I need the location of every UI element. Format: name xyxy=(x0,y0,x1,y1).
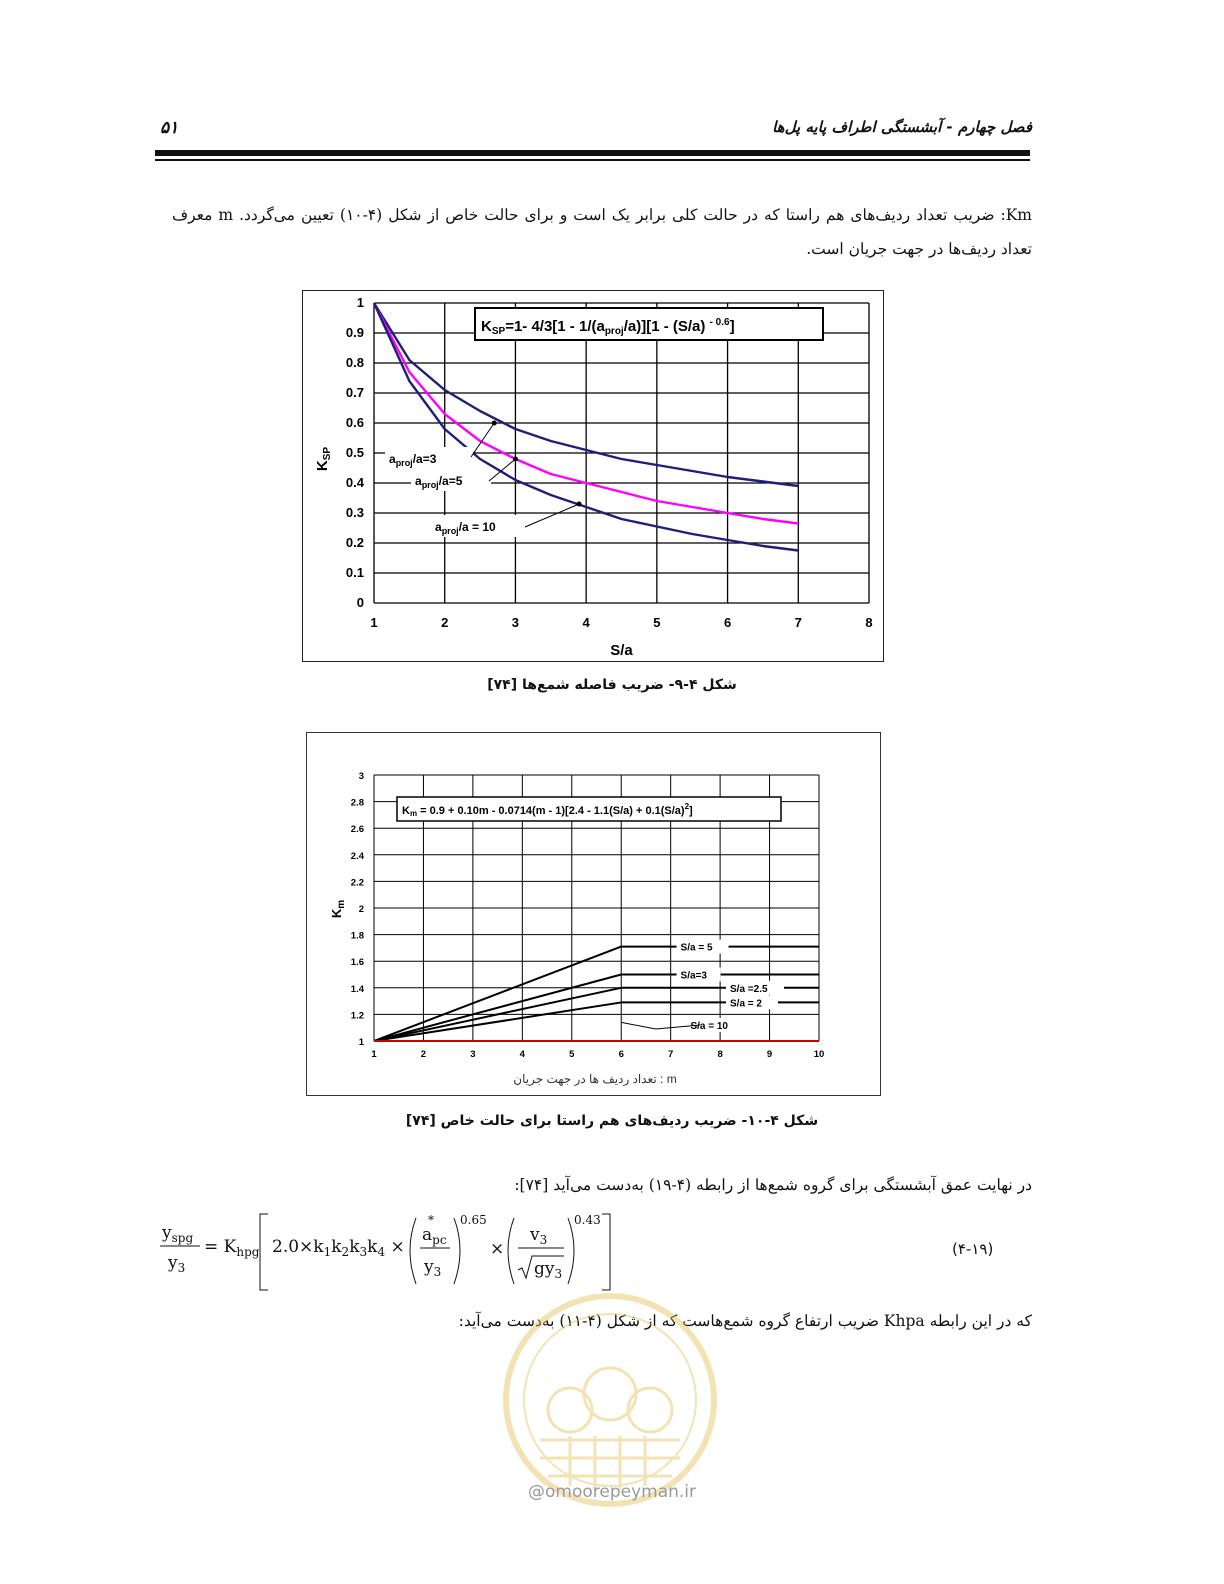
x-tick-label: 6 xyxy=(618,1049,624,1060)
label-arrowhead xyxy=(513,457,518,462)
series-label: S/a =2.5 xyxy=(730,983,768,995)
x-tick-label: 7 xyxy=(794,615,802,630)
x-tick-label: 1 xyxy=(370,615,378,630)
y-tick-label: 0.7 xyxy=(345,385,364,400)
series-label: S/a = 2 xyxy=(730,998,762,1010)
x-tick-label: 1 xyxy=(371,1049,377,1060)
series-label: S/a = 5 xyxy=(680,942,713,954)
y-tick-label: 1 xyxy=(356,295,364,310)
y-tick-label: 2.2 xyxy=(350,877,364,889)
y-tick-label: 0.1 xyxy=(345,565,364,580)
equation-number: (۴-۱۹) xyxy=(952,1240,994,1258)
figure1-caption: شکل ۴-۹- ضریب فاصله شمع‌ها [۷۴] xyxy=(487,677,737,693)
y-tick-label: 2 xyxy=(358,904,364,915)
label-arrowhead xyxy=(492,421,497,426)
x-tick-label: 8 xyxy=(717,1049,723,1060)
svg-text:0.43: 0.43 xyxy=(574,1213,601,1227)
label-leader xyxy=(471,423,494,457)
svg-text:*: * xyxy=(428,1213,434,1227)
y-tick-label: 1.4 xyxy=(350,983,364,995)
y-tick-label: 0.2 xyxy=(345,535,364,550)
y-tick-label: 2.6 xyxy=(350,824,364,836)
page-number: ۵۱ xyxy=(160,118,179,138)
x-tick-label: 3 xyxy=(470,1049,476,1060)
watermark-site: @omoorepeyman.ir xyxy=(527,1482,697,1502)
x-tick-label: 2 xyxy=(420,1049,427,1060)
y-tick-label: 3 xyxy=(358,771,364,782)
label-leader xyxy=(621,1022,656,1029)
x-tick-label: 4 xyxy=(519,1049,525,1060)
y-tick-label: 0 xyxy=(356,595,364,610)
x-tick-label: 4 xyxy=(582,615,590,630)
svg-text:y3: $y_3$ xyxy=(424,1257,442,1279)
ksp-chart xyxy=(303,291,883,661)
x-tick-label: 9 xyxy=(766,1049,773,1060)
series-label: $a_{proj}/a=5$ xyxy=(415,474,463,490)
header-rule-thin xyxy=(155,159,1030,161)
x-tick-label: 6 xyxy=(723,615,732,630)
header-rule xyxy=(155,150,1030,156)
x-tick-label: 8 xyxy=(865,615,873,630)
label-leader xyxy=(525,504,579,527)
paragraph-km: Km: ضریب تعداد ردیف‌های هم راستا که در حالت کلی برابر یک است و برای حالت خاص از شکل (۴-۱۰) تعیین می‌گردد. m معرف تعداد ردیف‌ها در جهت جریان است. xyxy=(172,206,1032,258)
svg-text:apc: $a_{pc}$ xyxy=(422,1225,447,1247)
figure-ksp xyxy=(302,290,884,662)
y-tick-label: 0.8 xyxy=(345,355,364,370)
formula-text: $K_{SP}=1-$ $4/3[1 - 1/(a_{proj}/a)][1 - (S/a)$ $^{- 0.6}$] xyxy=(481,317,735,337)
figure2-caption: شکل ۴-۱۰- ضریب ردیف‌های هم راستا برای حالت خاص [۷۴] xyxy=(405,1113,819,1129)
y-tick-label: 0.6 xyxy=(345,415,364,430)
y-tick-label: 0.4 xyxy=(345,475,364,490)
series-label: $a_{proj}/a=3$ xyxy=(389,452,437,468)
y-tick-label: 2.4 xyxy=(350,850,364,862)
y-tick-label: 2.8 xyxy=(350,797,364,809)
series-label: $a_{proj}/a = 10$ xyxy=(435,520,496,536)
y-tick-label: 1.8 xyxy=(350,930,364,942)
x-tick-label: 2 xyxy=(441,615,449,630)
x-tick-label: 5 xyxy=(569,1049,575,1060)
series-label: S/a = 10 xyxy=(690,1021,728,1033)
paragraph-khpg: که در این رابطه Khpa ضریب ارتفاع گروه شمع‌هاست که از شکل (۴-۱۱) به‌دست می‌آید: xyxy=(458,1312,1032,1330)
figure-km xyxy=(306,732,881,1096)
y-tick-label: 0.5 xyxy=(345,445,364,460)
equation-19 xyxy=(160,1208,640,1303)
equation-svg xyxy=(160,1208,640,1298)
y-tick-label: 0.3 xyxy=(345,505,364,520)
svg-text:gy3: $gy_3$ xyxy=(534,1259,563,1281)
paragraph-final: در نهایت عمق آبشستگی برای گروه شمع‌ها از رابطه (۴-۱۹) به‌دست می‌آید [۷۴]: xyxy=(514,1176,1032,1194)
eq-lhs-num: $y_{spg}$ xyxy=(162,1223,194,1245)
watermark-logo xyxy=(500,1290,720,1510)
x-tick-label: 3 xyxy=(511,615,520,630)
y-axis-label: $K_m$ xyxy=(329,899,347,919)
y-tick-label: 1.6 xyxy=(350,957,364,969)
x-axis-label: m : تعداد ردیف ها در جهت جریان xyxy=(513,1072,677,1086)
x-tick-label: 10 xyxy=(813,1049,825,1060)
svg-text:= Khpg: = $K_{hpg}$ xyxy=(204,1237,260,1259)
y-axis-label: $K_{SP}$ xyxy=(314,446,333,472)
series-label: S/a=3 xyxy=(680,970,707,982)
formula-text: $Km = 0.9 + 0.10m - 0.0714(m - 1)[2.4 - 1.1(S/a) + 0.1(S/a)^2]$ xyxy=(402,802,693,818)
svg-text:×: × xyxy=(490,1239,505,1259)
label-arrowhead xyxy=(577,502,582,507)
x-tick-label: 5 xyxy=(653,615,661,630)
km-chart xyxy=(307,733,880,1095)
svg-text:0.65: 0.65 xyxy=(460,1213,487,1227)
y-tick-label: 0.9 xyxy=(345,325,364,340)
y-tick-label: 1 xyxy=(358,1037,364,1048)
eq-lhs-den: $y_3$ xyxy=(168,1253,186,1275)
svg-text:v3: $v_3$ xyxy=(530,1225,548,1247)
svg-text:2.0×k1k2k3k4 ×: $2.0\times k_1k_2k_3k_4$ × xyxy=(272,1237,405,1259)
x-axis-label: S/a xyxy=(610,642,633,659)
chapter-title: فصل چهارم - آبشستگی اطراف پایه پل‌ها xyxy=(772,118,1032,136)
x-tick-label: 7 xyxy=(668,1049,674,1060)
y-tick-label: 1.2 xyxy=(350,1010,364,1022)
